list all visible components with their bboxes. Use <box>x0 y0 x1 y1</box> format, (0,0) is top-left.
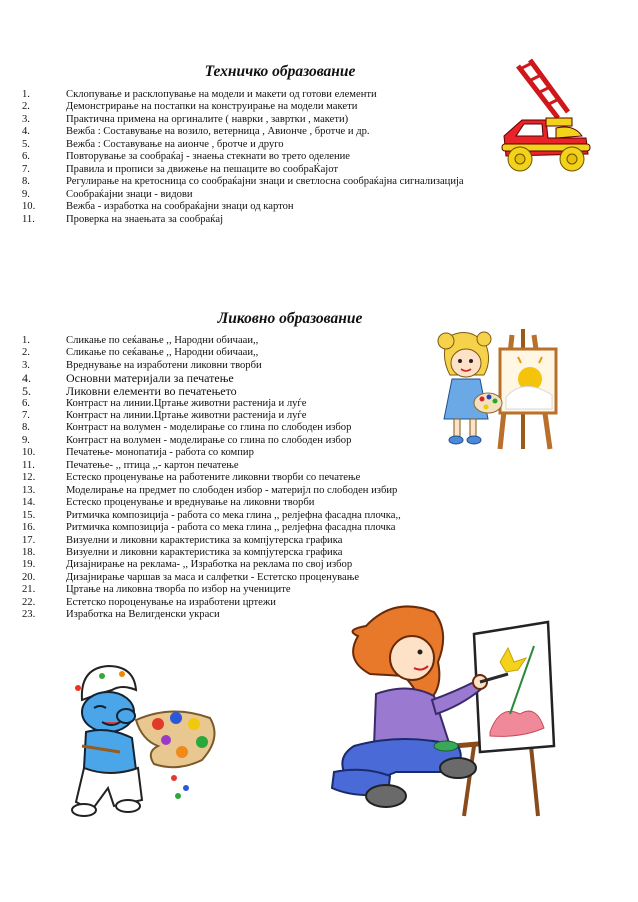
list-item: 3. Практична примена на оргиналите ( наврки , завртки , макети) <box>22 113 349 125</box>
list-item: 4. Вежба : Составување на возило, ветерница , Авионче , бротче и др. <box>22 126 370 138</box>
list-item: 8. Контраст на волумен - моделирање со глина по слободен избор <box>22 422 352 434</box>
list-item: 1. Сликање по сеќавање ,, Народни обичааи,, <box>22 335 259 346</box>
art-section-title: Ликовно образование <box>217 310 363 327</box>
list-item: 16. Ритмичка композиција - работа со мека глина ,, релјефна фасадна плочка <box>22 522 396 534</box>
list-item: 7. Правила и прописи за движење на пешаците во сообраЌајот <box>22 163 339 175</box>
girl-painting-illustration <box>324 596 560 820</box>
list-item: 22. Естетско пороценување на изработени цртежи <box>22 596 276 608</box>
list-item: 17. Визуелни и ликовни карактеристика за компјутерска графика <box>22 534 343 546</box>
girl-at-easel-illustration <box>426 327 566 452</box>
list-item: 5. Вежба : Составување на аионче , бротче и друго <box>22 138 284 150</box>
list-item: 19. Дизајнирање на реклама- ,, Изработка на реклама по свој избор <box>22 559 353 571</box>
smurf-painter-illustration <box>62 660 222 825</box>
list-item: 6. Повторување за сообраќај - знаења стекнати во трето оделение <box>22 151 351 163</box>
technical-topic-list <box>22 89 464 226</box>
list-item: 7. Контраст на линии.Цртање животни растенија и луѓе <box>22 410 307 421</box>
list-item: 5. Ликовни елементи во печатењето <box>22 383 237 398</box>
list-item: 8. Регулирање на кретосница со сообраќајни знаци и светлосна сообраќајна сигнализација <box>22 176 464 188</box>
toy-fire-truck-illustration <box>496 58 594 176</box>
list-item: 9. Сообраќајни знаци - видови <box>22 188 193 200</box>
list-item: 10. Вежба - изработка на сообраќајни знаци од картон <box>22 201 294 213</box>
art-topic-list <box>22 335 401 622</box>
list-item: 2. Сликање по сеќавање ,, Народни обичааи,, <box>22 347 259 359</box>
list-item: 21. Цртање на ликовна творба по избор на учениците <box>22 584 291 596</box>
list-item: 20. Дизајнирање чаршав за маса и салфетки - Естетско проценување <box>22 571 360 583</box>
list-item: 9. Контраст на волумен - моделирање со глина по слободен избор <box>22 434 352 446</box>
list-item: 23. Изработка на Велигденски украси <box>22 609 220 621</box>
list-item: 15. Ритмичка композиција - работа со мека глина ,, релјефна фасадна плочка,, <box>22 509 401 521</box>
technical-section-title: Техничко образование <box>204 63 356 80</box>
list-item: 14. Естеско проценување и вреднување на ликовни творби <box>22 497 315 509</box>
list-item: 11. Печатење- ,, птица ,,- картон печатење <box>22 459 239 471</box>
list-item: 2. Демонстрирање на постапки на конструирање на модели макети <box>22 101 358 113</box>
list-item: 13. Моделирање на предмет по слободен избор - материјл по слободен избир <box>22 484 398 496</box>
list-item: 18. Визуелни и ликовни карактеристика за компјутерска графика <box>22 546 343 558</box>
list-item: 4. Основни материјали за печатење <box>22 371 234 386</box>
list-item: 3. Вреднување на изработени ликовни творби <box>22 359 262 371</box>
list-item: 6. Контраст на линии.Цртање животни растенија и луѓе <box>22 397 307 409</box>
list-item: 11. Проверка на знаењата за сообраќај <box>22 213 224 225</box>
list-item: 1. Склопување и расклопување на модели и макети од готови елементи <box>22 89 377 100</box>
list-item: 12. Естеско проценување на работените ликовни творби со печатење <box>22 472 361 484</box>
list-item: 10. Печатење- монопатија - работа со компир <box>22 447 254 459</box>
